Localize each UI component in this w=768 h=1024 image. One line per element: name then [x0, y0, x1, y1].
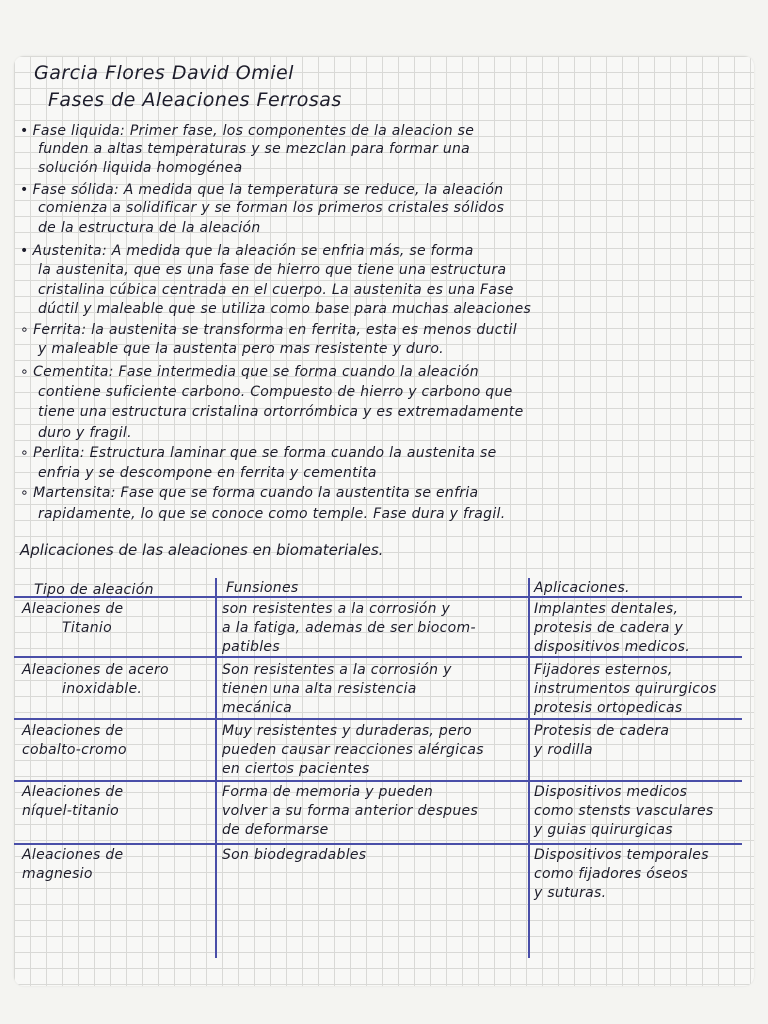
bullet-marker: ∘	[20, 485, 30, 501]
note-item-line	[38, 385, 513, 399]
note-item-first-line	[20, 244, 474, 258]
note-text: cristalina cúbica centrada en el cuerpo. La austenita es una Fase	[38, 282, 514, 298]
applications-heading: Aplicaciones de las aleaciones en biomateriales.	[20, 541, 384, 559]
cell-alloy-type: Aleaciones de	[22, 601, 124, 617]
note-text: Ferrita: la austenita se transforma en ferrita, esta es menos ductil	[33, 322, 517, 338]
note-item-line	[38, 201, 504, 215]
cell-functions: Forma de memoria y pueden	[222, 784, 434, 800]
note-item-line	[38, 405, 524, 419]
note-item-line	[38, 302, 531, 316]
cell-applications: Fijadores esternos,	[534, 662, 673, 678]
note-text: tiene una estructura cristalina ortorrómbica y es extremadamente	[38, 404, 524, 420]
student-name: Garcia Flores David Omiel	[34, 62, 294, 84]
cell-functions: de deformarse	[222, 822, 329, 838]
bullet-marker: •	[20, 182, 29, 198]
note-text: Cementita: Fase intermedia que se forma cuando la aleación	[33, 364, 479, 380]
note-text: la austenita, que es una fase de hierro que tiene una estructura	[38, 262, 507, 278]
note-text: rapidamente, lo que se conoce como temple. Fase dura y fragil.	[38, 506, 506, 522]
table-header-applications: Aplicaciones.	[534, 580, 630, 596]
note-text: Perlita: Estructura laminar que se forma cuando la austenita se	[33, 445, 497, 461]
note-text: comienza a solidificar y se forman los primeros cristales sólidos	[38, 200, 505, 216]
note-item-line	[38, 161, 242, 175]
cell-applications: protesis ortopedicas	[534, 700, 683, 716]
note-text: Austenita: A medida que la aleación se enfria más, se forma	[32, 243, 474, 259]
cell-functions: tienen una alta resistencia	[222, 681, 417, 697]
note-item-first-line	[20, 124, 474, 138]
cell-applications: dispositivos medicos.	[534, 639, 691, 655]
cell-functions: volver a su forma anterior despues	[222, 803, 479, 819]
note-item-line	[38, 466, 377, 480]
cell-applications: instrumentos quirurgicos	[534, 681, 717, 697]
note-text: de la estructura de la aleación	[38, 220, 261, 236]
note-text: solución liquida homogénea	[38, 160, 243, 176]
cell-applications: Implantes dentales,	[534, 601, 679, 617]
note-item-line	[38, 142, 470, 156]
cell-functions: Son resistentes a la corrosión y	[222, 662, 452, 678]
bullet-marker: ∘	[20, 364, 30, 380]
cell-applications: y guias quirurgicas	[534, 822, 673, 838]
bullet-marker: ∘	[20, 445, 30, 461]
cell-alloy-type: Aleaciones de acero	[22, 662, 169, 678]
table-column-rule	[215, 578, 217, 958]
table-rule	[14, 780, 742, 782]
note-item-first-line	[20, 446, 497, 460]
cell-alloy-type: Titanio	[62, 620, 112, 636]
note-item-line	[38, 342, 444, 356]
table-column-rule	[528, 578, 530, 958]
cell-applications: protesis de cadera y	[534, 620, 684, 636]
table-header-type: Tipo de aleación	[34, 582, 154, 598]
cell-alloy-type: magnesio	[22, 866, 93, 882]
note-item-first-line	[20, 486, 478, 500]
cell-applications: como fijadores óseos	[534, 866, 689, 882]
cell-applications: como stensts vasculares	[534, 803, 714, 819]
document-title: Fases de Aleaciones Ferrosas	[48, 89, 342, 111]
cell-applications: y suturas.	[534, 885, 607, 901]
cell-alloy-type: inoxidable.	[62, 681, 143, 697]
cell-alloy-type: Aleaciones de	[22, 784, 124, 800]
note-text: contiene suficiente carbono. Compuesto de hierro y carbono que	[38, 384, 513, 400]
cell-functions: mecánica	[222, 700, 292, 716]
cell-functions: patibles	[222, 639, 280, 655]
note-item-line	[38, 221, 261, 235]
note-item-line	[38, 283, 514, 297]
cell-functions: son resistentes a la corrosión y	[222, 601, 451, 617]
table-header-functions: Funsiones	[226, 580, 299, 596]
cell-alloy-type: Aleaciones de	[22, 723, 124, 739]
cell-alloy-type: níquel-titanio	[22, 803, 120, 819]
cell-functions: a la fatiga, ademas de ser biocom-	[222, 620, 476, 636]
note-item-first-line	[20, 183, 503, 197]
cell-applications: Protesis de cadera	[534, 723, 670, 739]
note-text: funden a altas temperaturas y se mezclan para formar una	[38, 141, 471, 157]
note-item-line	[38, 263, 506, 277]
cell-functions: Son biodegradables	[222, 847, 367, 863]
bullet-marker: ∘	[20, 322, 30, 338]
note-text: enfria y se descompone en ferrita y cementita	[38, 465, 377, 481]
table-rule	[14, 843, 742, 845]
note-item-line	[38, 426, 132, 440]
note-text: Fase liquida: Primer fase, los componentes de la aleacion se	[32, 123, 475, 139]
bullet-marker: •	[20, 243, 29, 259]
cell-alloy-type: cobalto-cromo	[22, 742, 127, 758]
bullet-marker: •	[20, 123, 29, 139]
note-text: y maleable que la austenta pero mas resistente y duro.	[38, 341, 444, 357]
cell-applications: Dispositivos temporales	[534, 847, 709, 863]
note-item-first-line	[20, 323, 517, 337]
table-rule	[14, 718, 742, 720]
note-text: Martensita: Fase que se forma cuando la austentita se enfria	[33, 485, 479, 501]
cell-functions: en ciertos pacientes	[222, 761, 370, 777]
note-item-first-line	[20, 365, 479, 379]
cell-functions: Muy resistentes y duraderas, pero	[222, 723, 472, 739]
note-text: duro y fragil.	[38, 425, 132, 441]
note-text: Fase sólida: A medida que la temperatura se reduce, la aleación	[32, 182, 504, 198]
note-item-line	[38, 507, 505, 521]
cell-applications: y rodilla	[534, 742, 593, 758]
cell-applications: Dispositivos medicos	[534, 784, 688, 800]
cell-functions: pueden causar reacciones alérgicas	[222, 742, 484, 758]
cell-alloy-type: Aleaciones de	[22, 847, 124, 863]
note-text: dúctil y maleable que se utiliza como base para muchas aleaciones	[38, 301, 532, 317]
